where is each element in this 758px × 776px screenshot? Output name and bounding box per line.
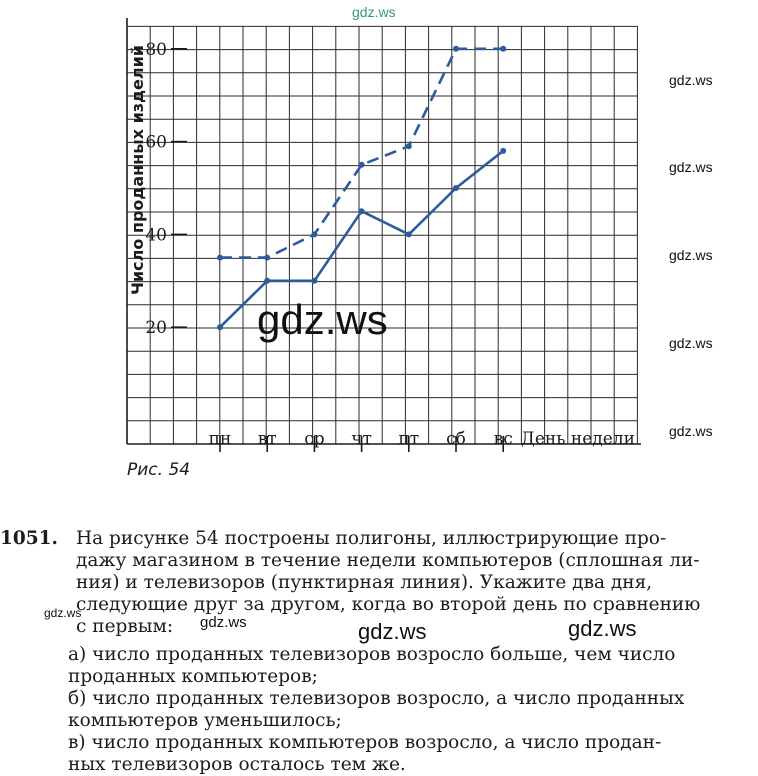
y-tick-label: 60 (145, 132, 167, 153)
problem-line: ных телевизоров осталось тем же. (68, 754, 406, 775)
watermark-text-left: gdz.ws (200, 614, 247, 631)
data-point (264, 255, 270, 261)
watermark-center: gdz.ws (257, 296, 388, 343)
problem-line: а) число проданных телевизоров возросло больше, чем число (68, 644, 676, 665)
problem-line: проданных компьютеров; (68, 666, 318, 687)
x-tick-label: вс (493, 429, 513, 449)
problem-line: в) число проданных компьютеров возросло, а число продан- (68, 732, 662, 753)
data-point (500, 148, 506, 154)
data-point (311, 278, 317, 284)
x-tick-label: сб (446, 429, 466, 449)
x-ticks (209, 429, 513, 452)
y-tick-label: 20 (145, 318, 167, 339)
problem-number: 1051. (0, 528, 58, 549)
problem-line: На рисунке 54 построены полигоны, иллюстрирующие про- (76, 528, 667, 549)
watermark-text-mid: gdz.ws (358, 619, 427, 644)
data-point (453, 46, 459, 52)
problem-line: б) число проданных телевизоров возросло, а число проданных (68, 688, 685, 709)
data-point (311, 231, 317, 237)
x-tick-label: вт (257, 429, 277, 449)
watermark-right-3: gdz.ws (669, 247, 713, 263)
watermark-right-5: gdz.ws (669, 423, 713, 439)
problem-line: с первым: (76, 616, 174, 637)
data-point (406, 231, 412, 237)
watermark-right-4: gdz.ws (669, 335, 713, 351)
tv-series-line (220, 49, 503, 258)
data-point (359, 162, 365, 168)
x-axis-label: День недели (521, 429, 635, 449)
y-tick-label: 80 (145, 39, 167, 60)
x-tick-label: пн (208, 429, 232, 449)
watermark-top: gdz.ws (352, 4, 396, 20)
problem-line: компьютеров уменьшилось; (68, 710, 342, 731)
data-point (217, 255, 223, 261)
watermark-text-right: gdz.ws (568, 616, 637, 641)
y-axis-label: Число проданных изделий (128, 44, 147, 296)
y-tick-label: 40 (145, 225, 167, 246)
data-point (453, 185, 459, 191)
data-point (406, 143, 412, 149)
data-point (264, 278, 270, 284)
problem-line: следующие друг за другом, когда во второй день по сравнению (76, 594, 701, 615)
x-tick-label: чт (351, 429, 372, 449)
watermark-right-1: gdz.ws (669, 72, 713, 88)
x-tick-label: ср (304, 429, 325, 449)
problem-line: ния) и телевизоров (пунктирная линия). Укажите два дня, (76, 572, 653, 593)
figure-caption: Рис. 54 (127, 460, 191, 480)
chart-axes (127, 18, 641, 444)
watermark-right-2: gdz.ws (669, 159, 713, 175)
watermark-text-left-small: gdz.ws (44, 606, 82, 620)
data-point (500, 46, 506, 52)
x-tick-label: пт (398, 429, 420, 449)
chart-grid (127, 26, 637, 444)
problem-line: дажу магазином в течение недели компьютеров (сплошная ли- (76, 550, 700, 571)
data-point (359, 208, 365, 214)
chart-series (217, 46, 506, 330)
data-point (217, 324, 223, 330)
